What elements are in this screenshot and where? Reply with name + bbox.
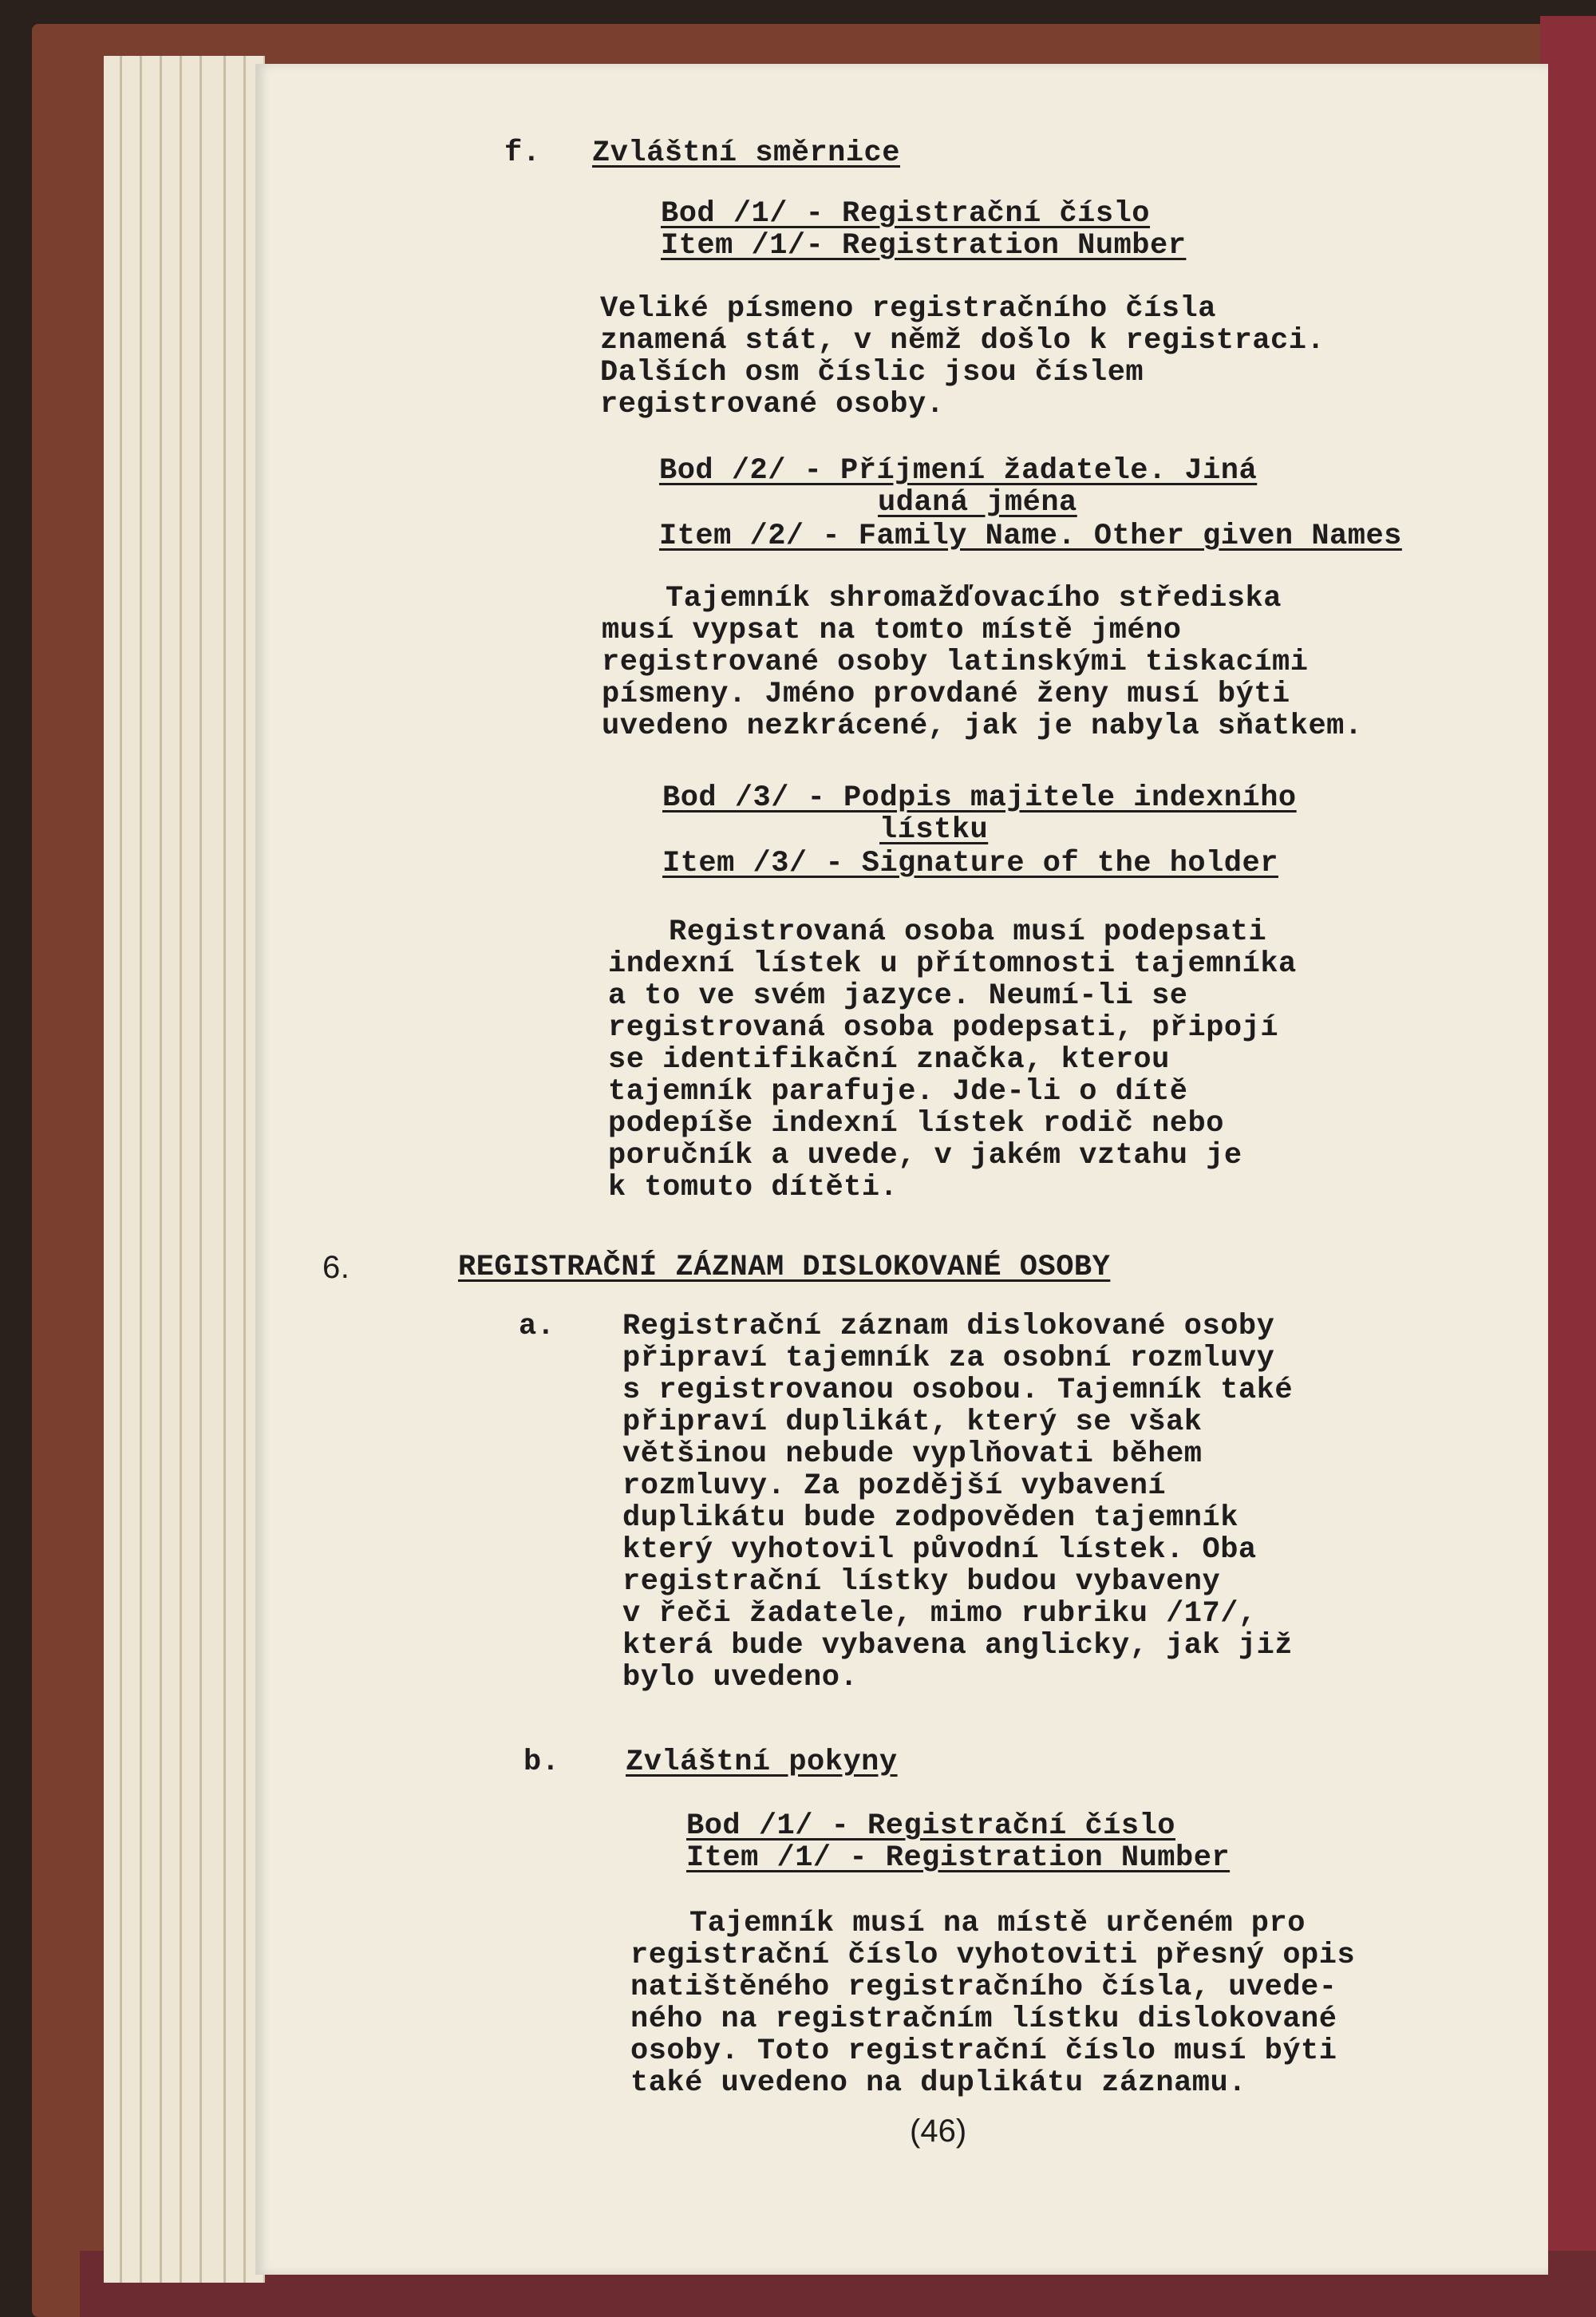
- section-6b-item1-en: Item /1/ - Registration Number: [686, 1841, 1231, 1875]
- section-6b-line-2: registrační číslo vyhotoviti přesný opis: [630, 1939, 1356, 1972]
- section-6a-line-1: Registrační záznam dislokované osoby: [622, 1310, 1275, 1343]
- f-item1-line-1: Veliké písmeno registračního čísla: [600, 292, 1216, 326]
- section-6b-line-4: ného na registračním lístku dislokované: [630, 2003, 1337, 2036]
- f-item3-line-3: a to ve svém jazyce. Neumí-li se: [608, 979, 1188, 1013]
- section-6a-line-2: připraví tajemník za osobní rozmluvy: [622, 1342, 1275, 1375]
- page-number: (46): [910, 2113, 967, 2149]
- section-6-number: 6.: [322, 1250, 350, 1285]
- section-6-title: REGISTRAČNÍ ZÁZNAM DISLOKOVANÉ OSOBY: [458, 1251, 1111, 1284]
- f-item3-line-5: se identifikační značka, kterou: [608, 1043, 1170, 1077]
- f-item1-en: Item /1/- Registration Number: [661, 229, 1187, 263]
- section-f-label: f.: [504, 136, 541, 170]
- section-6a-line-5: většinou nebude vyplňovati během: [622, 1437, 1203, 1471]
- section-6a-line-7: duplikátu bude zodpověden tajemník: [622, 1501, 1238, 1535]
- section-6a-line-6: rozmluvy. Za pozdější vybavení: [622, 1469, 1167, 1503]
- section-6a-label: a.: [519, 1310, 555, 1343]
- f-item1-line-3: Dalších osm číslic jsou číslem: [600, 356, 1144, 389]
- document-page: [255, 64, 1548, 2275]
- section-6a-line-12: bylo uvedeno.: [622, 1661, 859, 1694]
- f-item3-line-2: indexní lístek u přítomnosti tajemníka: [608, 947, 1297, 981]
- f-item3-line-4: registrovaná osoba podepsati, připojí: [608, 1011, 1279, 1045]
- f-item1-cz: Bod /1/ - Registrační číslo: [661, 197, 1150, 231]
- section-6b-item1-cz: Bod /1/ - Registrační číslo: [686, 1809, 1175, 1843]
- section-f-title: Zvláštní směrnice: [592, 136, 900, 170]
- f-item2-line-2: musí vypsat na tomto místě jméno: [602, 614, 1182, 647]
- section-6b-label: b.: [523, 1746, 560, 1779]
- section-6a-line-4: připraví duplikát, který se však: [622, 1406, 1203, 1439]
- section-6a-line-11: která bude vybavena anglicky, jak již: [622, 1629, 1294, 1663]
- f-item2-line-4: písmeny. Jméno provdané ženy musí býti: [602, 678, 1290, 711]
- f-item2-line-3: registrované osoby latinskými tiskacími: [602, 646, 1309, 679]
- f-item2-en: Item /2/ - Family Name. Other given Names: [659, 520, 1402, 553]
- f-item2-cz-2: udaná jména: [878, 486, 1077, 520]
- f-item1-line-2: znamená stát, v němž došlo k registraci.: [600, 324, 1325, 358]
- section-6b-line-1: Tajemník musí na místě určeném pro: [689, 1907, 1306, 1940]
- section-6b-line-6: také uvedeno na duplikátu záznamu.: [630, 2066, 1246, 2100]
- f-item3-cz-1: Bod /3/ - Podpis majitele indexního: [662, 781, 1297, 815]
- f-item3-en: Item /3/ - Signature of the holder: [662, 847, 1278, 880]
- page-stack: [104, 56, 265, 2283]
- section-6a-line-3: s registrovanou osobou. Tajemník také: [622, 1374, 1294, 1407]
- section-6b-title: Zvláštní pokyny: [626, 1746, 898, 1779]
- section-6a-line-8: který vyhotovil původní lístek. Oba: [622, 1533, 1257, 1567]
- f-item2-cz-1: Bod /2/ - Příjmení žadatele. Jiná: [659, 454, 1258, 488]
- f-item3-line-8: poručník a uvede, v jakém vztahu je: [608, 1139, 1242, 1172]
- f-item3-line-1: Registrovaná osoba musí podepsati: [669, 915, 1267, 949]
- binding-edge-right: [1540, 16, 1596, 2317]
- f-item2-line-5: uvedeno nezkrácené, jak je nabyla sňatkem.: [602, 710, 1363, 743]
- section-6a-line-10: v řeči žadatele, mimo rubriku /17/,: [622, 1597, 1257, 1631]
- section-6b-line-3: natištěného registračního čísla, uvede-: [630, 1971, 1337, 2004]
- f-item3-line-9: k tomuto dítěti.: [608, 1171, 899, 1204]
- section-6b-line-5: osoby. Toto registrační číslo musí býti: [630, 2034, 1337, 2068]
- f-item2-line-1: Tajemník shromažďovacího střediska: [666, 582, 1282, 615]
- f-item3-line-6: tajemník parafuje. Jde-li o dítě: [608, 1075, 1188, 1109]
- f-item3-cz-2: lístku: [879, 813, 989, 847]
- f-item1-line-4: registrované osoby.: [600, 388, 945, 421]
- section-6a-line-9: registrační lístky budou vybaveny: [622, 1565, 1221, 1599]
- f-item3-line-7: podepíše indexní lístek rodič nebo: [608, 1107, 1224, 1141]
